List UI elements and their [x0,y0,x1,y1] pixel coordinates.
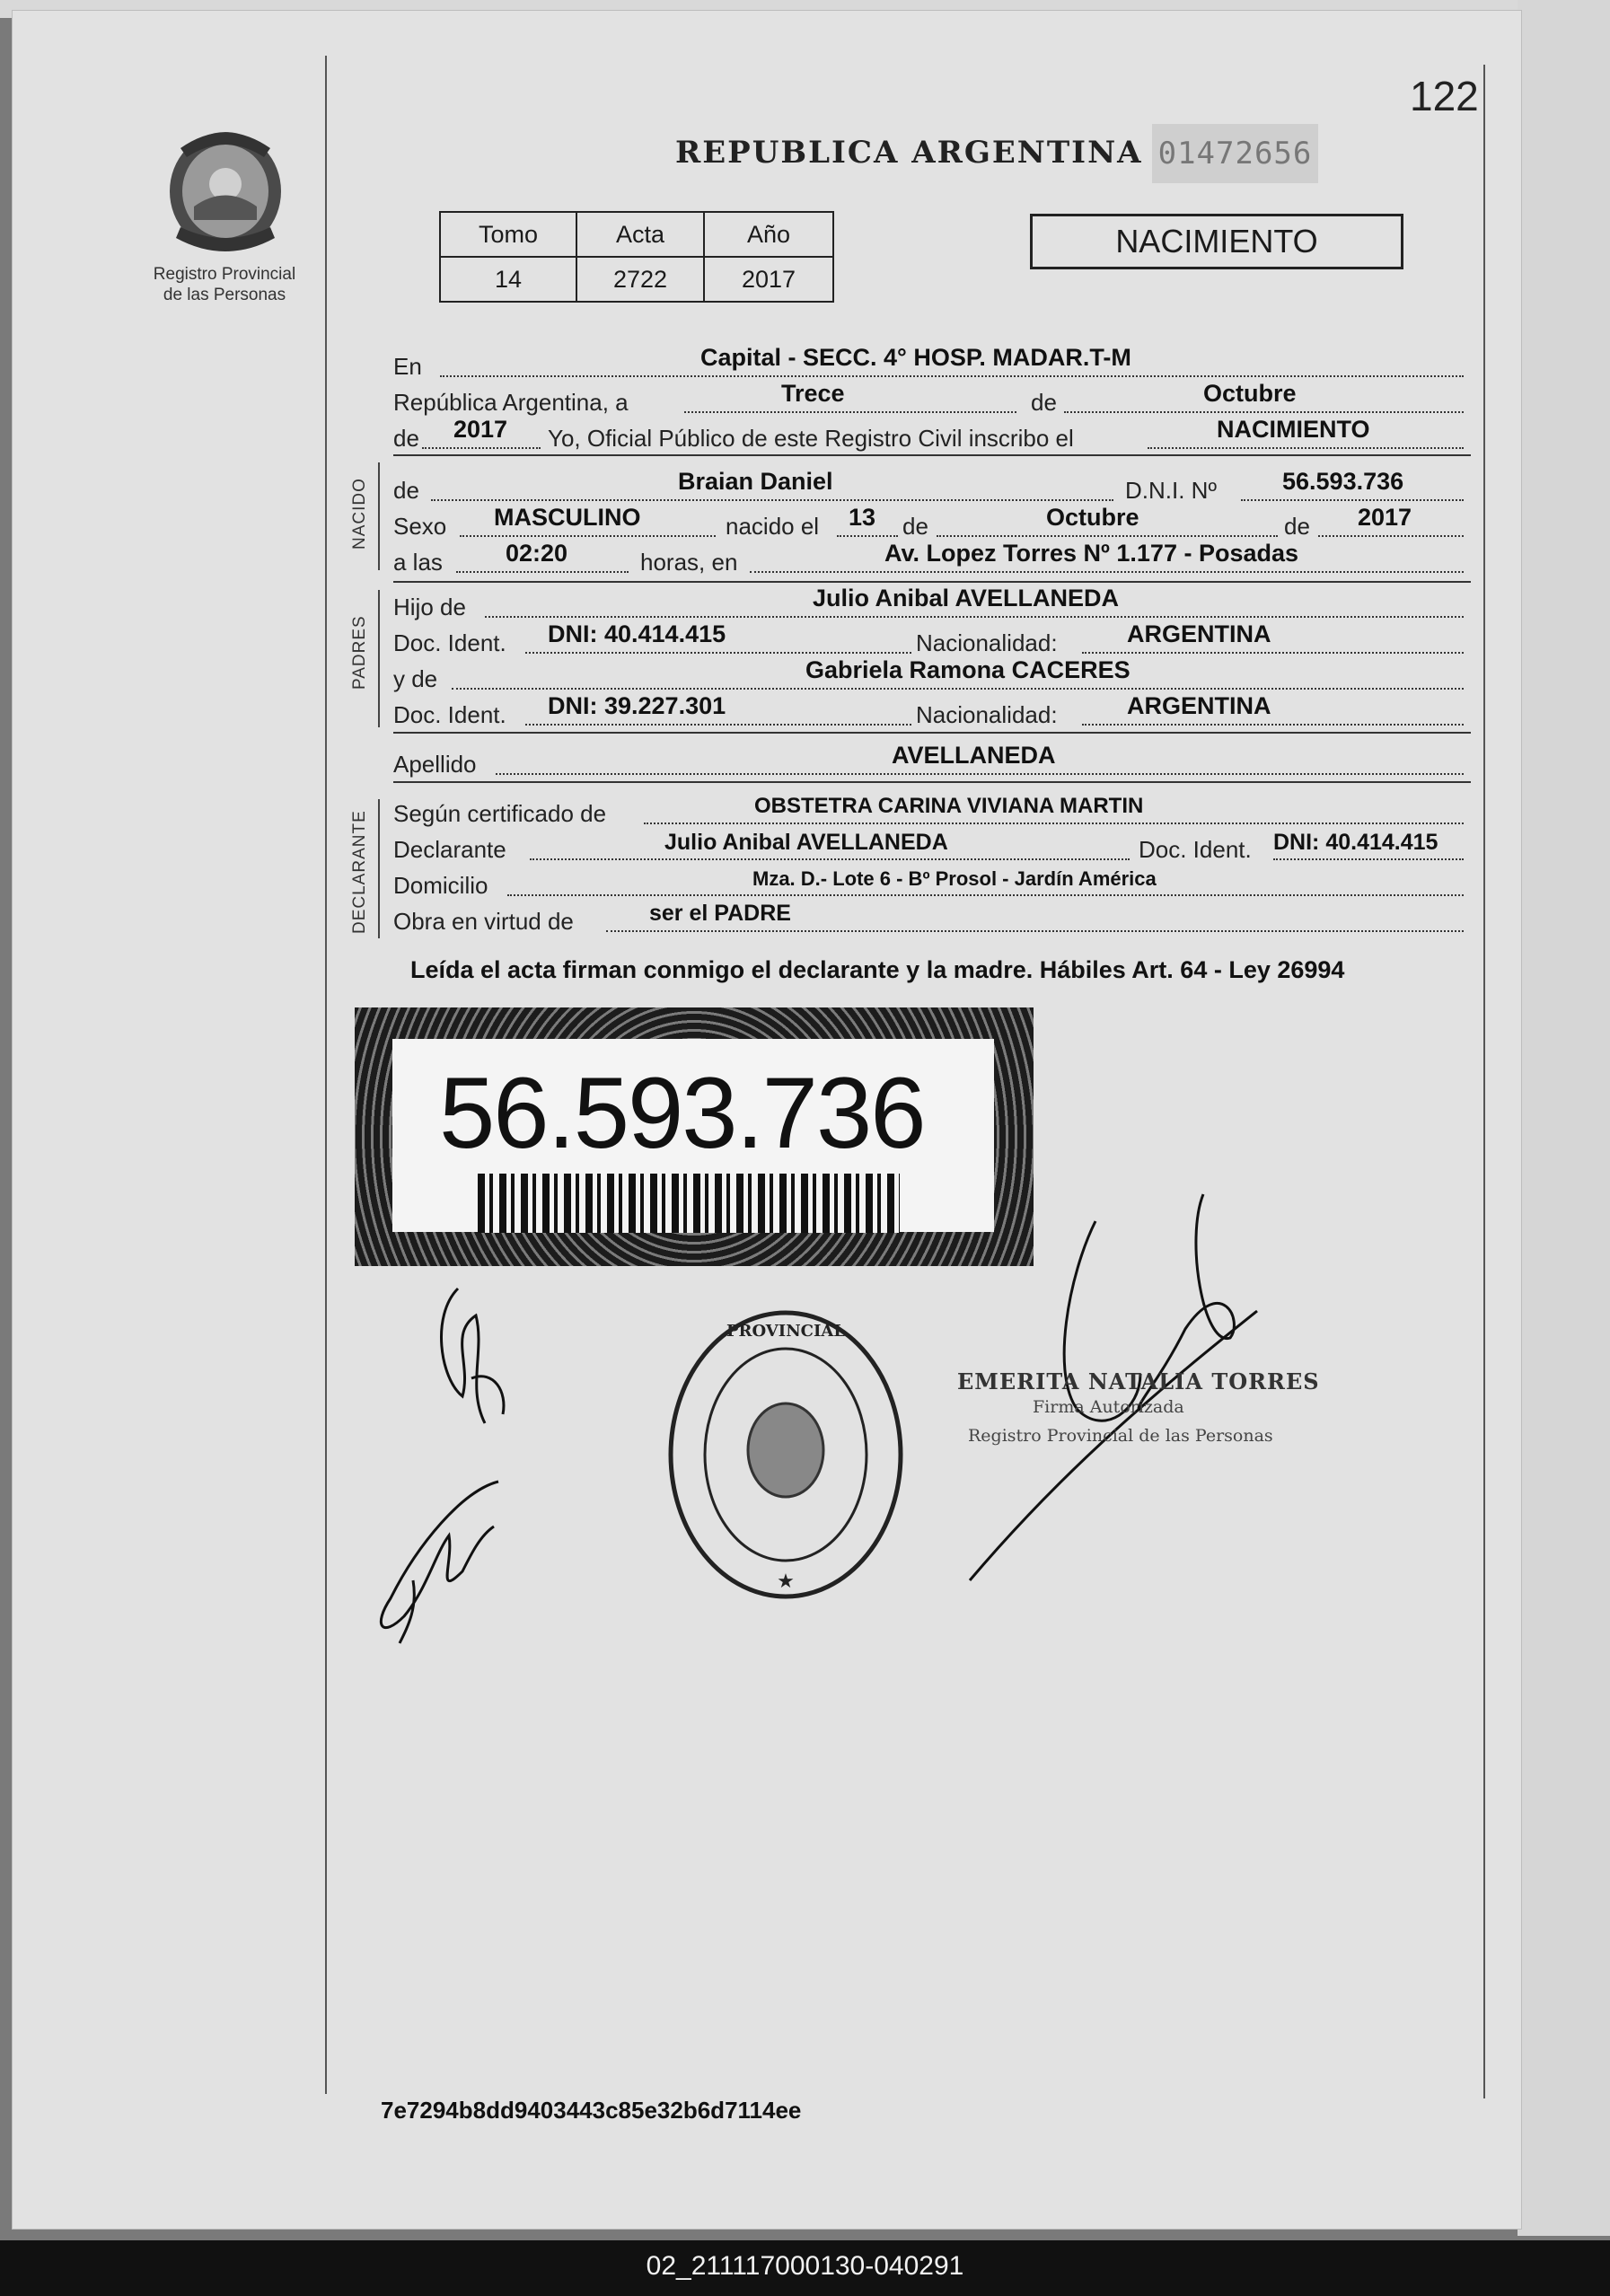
document-title: REPUBLICA ARGENTINA [675,135,1143,171]
header-tomo: Tomo [440,212,576,257]
sexo-value: MASCULINO [494,504,641,531]
dni-label: D.N.I. Nº [1125,477,1217,504]
dotted-line [684,411,1016,413]
republica-label: República Argentina, a [393,389,629,416]
section-rule [393,781,1471,783]
y-de-label: y de [393,665,438,692]
day-word-value: Trece [781,380,845,407]
birth-time: 02:20 [506,540,568,567]
margin-rule-right [1483,65,1485,2098]
dotted-line [525,724,911,726]
de2-label: de [393,425,419,452]
nacido-bar [378,462,380,570]
value-ano: 2017 [704,257,833,302]
dotted-line [485,616,1464,618]
signatory-role: Firma Autorizada [1033,1397,1184,1417]
a-las-label: a las [393,549,443,576]
child-name: Braian Daniel [678,468,833,495]
obra-value: ser el PADRE [649,901,791,926]
apellido-label: Apellido [393,751,477,778]
domicilio-value: Mza. D.- Lote 6 - Bº Prosol - Jardín América [752,867,1157,890]
nacido-el-label: nacido el [726,513,820,540]
declarante-bar [378,799,380,938]
dotted-line [1148,447,1464,449]
horas-label: horas, en [640,549,738,576]
svg-text:★: ★ [777,1570,795,1593]
header-ano: Año [704,212,833,257]
dotted-line [460,535,716,537]
registro-caption [126,264,323,305]
birth-year: 2017 [1358,504,1412,531]
dotted-line [1082,724,1464,726]
child-dni: 56.593.736 [1282,468,1404,495]
father-nationality: ARGENTINA [1127,620,1271,647]
barcode [478,1174,900,1233]
svg-text:PROVINCIAL: PROVINCIAL [726,1322,846,1341]
value-acta: 2722 [576,257,704,302]
background-right [1518,0,1610,2236]
signature-scribble-2 [364,1473,516,1661]
record-table [439,211,834,303]
en-label: En [393,353,422,380]
dotted-line [1318,535,1464,537]
dotted-line [606,930,1464,932]
id-sticker [355,1007,1034,1266]
act-value: NACIMIENTO [1217,416,1370,443]
dotted-line [644,823,1464,824]
serial-number: 01472656 [1152,124,1318,183]
page-number: 122 [1410,73,1479,119]
dotted-line [507,894,1464,896]
dotted-line [530,858,1130,860]
hijo-de-label: Hijo de [393,594,466,620]
mother-name: Gabriela Ramona CACERES [805,656,1131,683]
birth-place: Av. Lopez Torres Nº 1.177 - Posadas [884,540,1299,567]
dotted-line [440,375,1464,377]
margin-rule-left [325,56,327,2094]
declarante-label: DECLARANTE [350,810,369,934]
province-crest-icon [158,121,293,256]
nacido-de3-label: de [1284,513,1310,540]
obra-label: Obra en virtud de [393,908,574,935]
footer-filename: 02_211117000130-040291 [646,2251,964,2281]
padres-label: PADRES [350,615,369,690]
declarante-doc-label: Doc. Ident. [1139,836,1252,863]
dotted-line [937,535,1278,537]
birth-day: 13 [849,504,876,531]
year-value: 2017 [453,416,508,443]
birth-month: Octubre [1046,504,1139,531]
padres-bar [378,590,380,727]
nacido-de2-label: de [902,513,928,540]
dotted-line [1064,411,1464,413]
inscribo-text: Yo, Oficial Público de este Registro Civil inscribo el [548,425,1074,452]
mother-doc-label: Doc. Ident. [393,701,506,728]
dotted-line [431,499,1113,501]
signatory-office: Registro Provincial de las Personas [968,1426,1273,1446]
father-nat-label: Nacionalidad: [916,629,1058,656]
signature-scribble-1 [422,1280,530,1441]
record-type-box: NACIMIENTO [1030,214,1403,269]
registry-round-stamp [655,1302,925,1607]
registro-line2: de las Personas [163,286,286,304]
father-name: Julio Anibal AVELLANEDA [813,585,1120,611]
place-value: Capital - SECC. 4° HOSP. MADAR.T-M [700,344,1131,371]
declarante-name-label: Declarante [393,836,506,863]
section-rule [393,454,1471,456]
cert-label: Según certificado de [393,800,607,827]
sticker-label [392,1039,994,1232]
nacido-label: NACIDO [350,478,369,550]
dotted-line [1241,499,1464,501]
father-doc: DNI: 40.414.415 [548,620,726,647]
value-tomo: 14 [440,257,576,302]
sticker-number: 56.593.736 [439,1057,925,1169]
nacido-de-label: de [393,477,419,504]
dotted-line [496,773,1464,775]
month-value: Octubre [1203,380,1297,407]
dotted-line [456,571,629,573]
apellido-value: AVELLANEDA [892,742,1056,769]
mother-nationality: ARGENTINA [1127,692,1271,719]
cert-value: OBSTETRA CARINA VIVIANA MARTIN [754,794,1144,818]
domicilio-label: Domicilio [393,872,488,899]
dotted-line [1082,652,1464,654]
declarante-doc: DNI: 40.414.415 [1273,830,1438,855]
section-rule [393,732,1471,734]
mother-nat-label: Nacionalidad: [916,701,1058,728]
registro-line1: Registro Provincial [153,265,296,284]
dotted-line [837,535,898,537]
mother-doc: DNI: 39.227.301 [548,692,726,719]
section-rule [393,581,1471,583]
declarante-name: Julio Anibal AVELLANEDA [664,830,948,855]
dotted-line [452,688,1464,690]
dotted-line [750,571,1464,573]
closing-statement: Leída el acta firman conmigo el declarante y la madre. Hábiles Art. 64 - Ley 26994 [410,956,1345,983]
header-acta: Acta [576,212,704,257]
dotted-line [525,652,911,654]
document-hash: 7e7294b8dd9403443c85e32b6d7114ee [381,2097,802,2124]
sexo-label: Sexo [393,513,447,540]
dotted-line [422,447,541,449]
father-doc-label: Doc. Ident. [393,629,506,656]
signatory-name: EMERITA NATALIA TORRES [957,1368,1320,1394]
de-label: de [1031,389,1057,416]
dotted-line [1273,858,1464,860]
